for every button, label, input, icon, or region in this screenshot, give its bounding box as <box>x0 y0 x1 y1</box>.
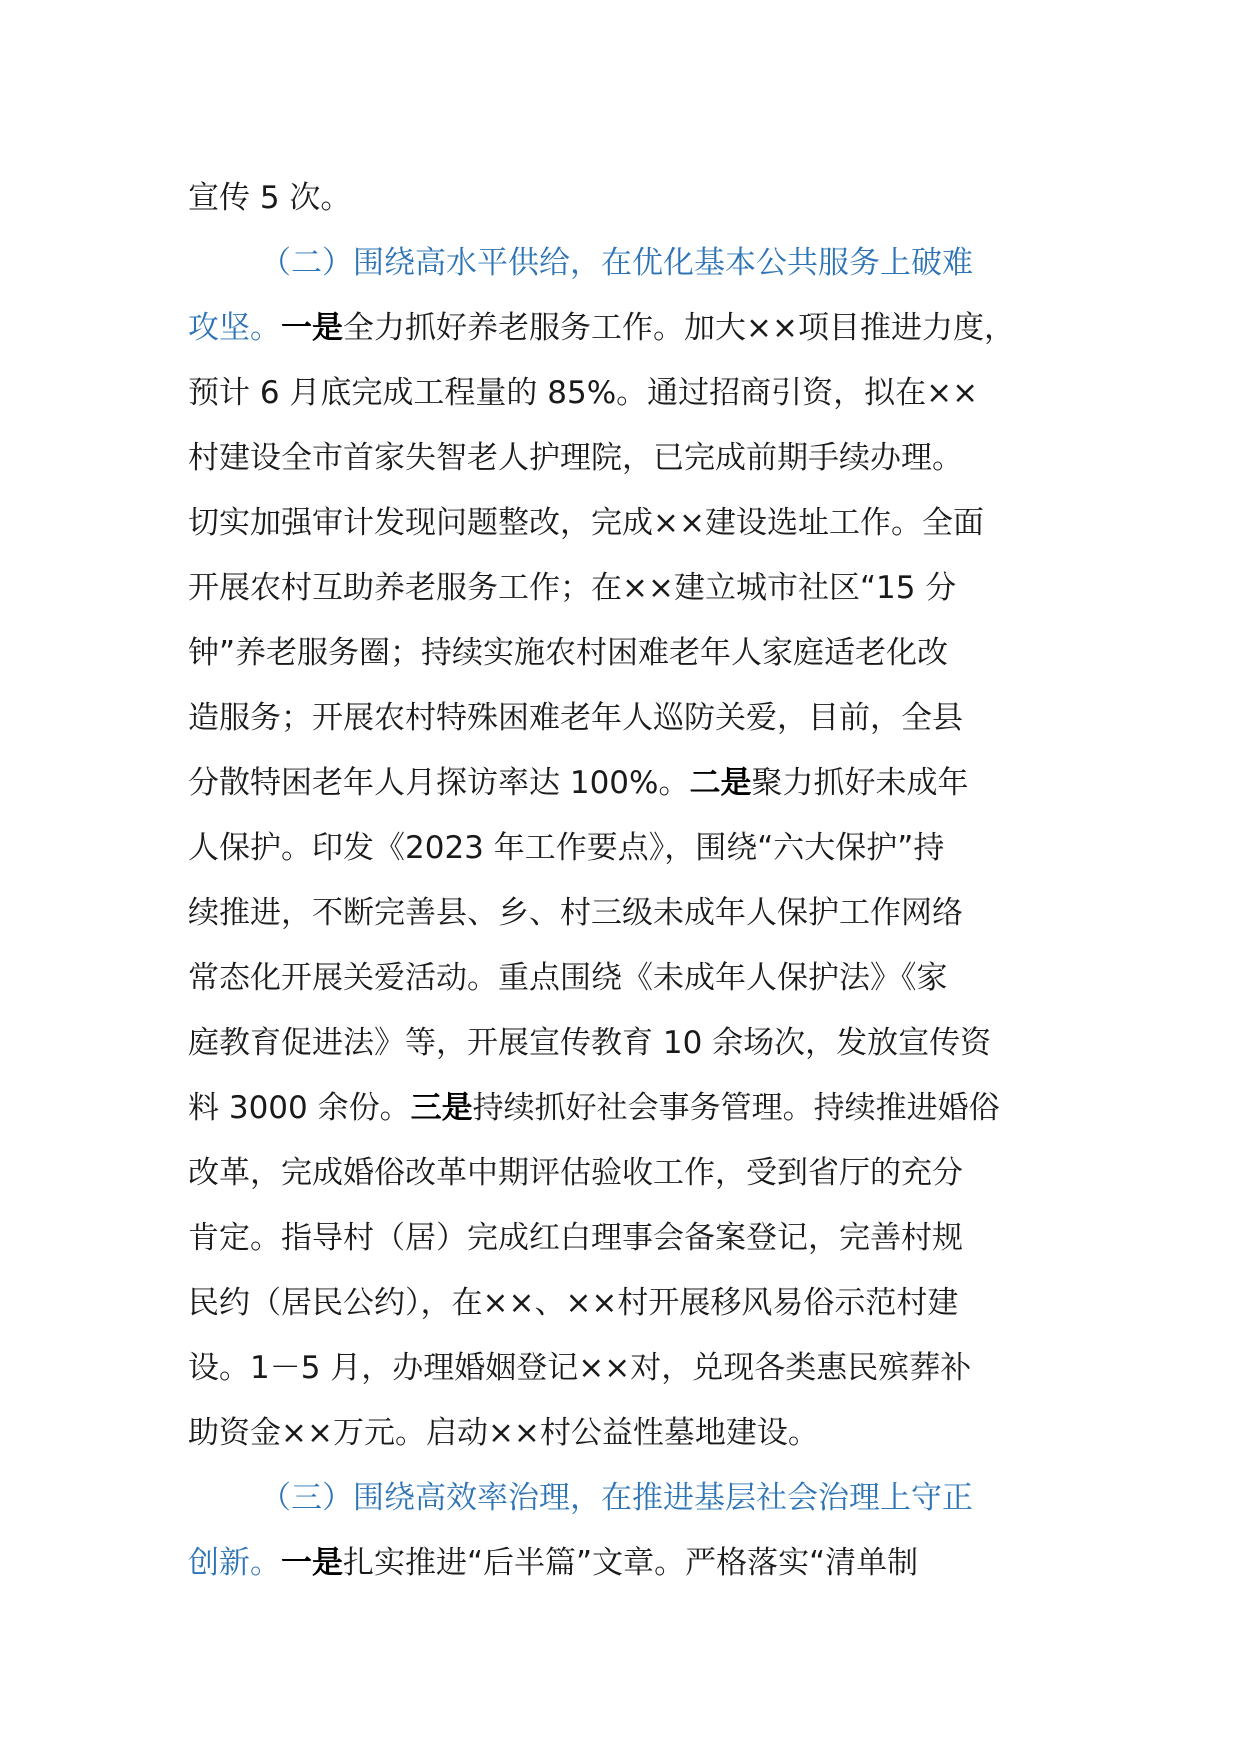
text-line-4 <box>188 361 1088 426</box>
text-line-5 <box>188 426 1088 491</box>
text-line-6 <box>188 491 1088 556</box>
bold-marker: 一是 <box>281 310 343 346</box>
text-line-20 <box>188 1401 1088 1466</box>
text-line-3 <box>188 296 1088 361</box>
heading-text: （三）围绕高效率治理，在推进基层社会治理上守正 <box>260 1480 973 1516</box>
text-run: 改革，完成婚俗改革中期评估验收工作，受到省厅的充分 <box>188 1155 963 1191</box>
text-line-9 <box>188 686 1088 751</box>
text-line-13 <box>188 946 1088 1011</box>
text-run: 开展农村互助养老服务工作；在××建立城市社区“15 分 <box>188 570 957 606</box>
text-run: 全力抓好养老服务工作。加大××项目推进力度， <box>343 310 1015 346</box>
text-line-18 <box>188 1271 1088 1336</box>
text-run: 人保护。印发《2023 年工作要点》，围绕“六大保护”持 <box>188 830 945 866</box>
text-run: 民约（居民公约），在××、××村开展移风易俗示范村建 <box>188 1285 959 1321</box>
text-run: 聚力抓好未成年 <box>751 765 969 801</box>
heading-text: 创新。 <box>188 1545 281 1581</box>
text-line-17 <box>188 1206 1088 1271</box>
text-line-1 <box>188 166 1088 231</box>
bold-marker: 三是 <box>410 1090 473 1126</box>
text-run: 肯定。指导村（居）完成红白理事会备案登记，完善村规 <box>188 1220 963 1256</box>
text-line-22 <box>188 1531 1088 1596</box>
bold-marker: 一是 <box>281 1545 343 1581</box>
heading-text: 攻坚。 <box>188 310 281 346</box>
text-run: 村建设全市首家失智老人护理院，已完成前期手续办理。 <box>188 440 963 476</box>
text-run: 续推进，不断完善县、乡、村三级未成年人保护工作网络 <box>188 895 963 931</box>
text-line-19 <box>188 1336 1088 1401</box>
text-line-10 <box>188 751 1088 816</box>
text-line-15 <box>188 1076 1088 1141</box>
text-line-8 <box>188 621 1088 686</box>
text-run: 料 3000 余份。 <box>188 1090 411 1126</box>
text-line-11 <box>188 816 1088 881</box>
text-line-16 <box>188 1141 1088 1206</box>
text-run: 造服务；开展农村特殊困难老年人巡防关爱，目前，全县 <box>188 700 963 736</box>
text-run: 预计 6 月底完成工程量的 85%。通过招商引资，拟在×× <box>188 375 979 411</box>
text-run: 设。1－5 月，办理婚姻登记××对，兑现各类惠民殡葬补 <box>188 1350 972 1386</box>
text-run: 常态化开展关爱活动。重点围绕《未成年人保护法》《家 <box>188 960 948 996</box>
text-run: 持续抓好社会事务管理。持续推进婚俗 <box>472 1090 1000 1126</box>
text-run: 扎实推进“后半篇”文章。严格落实“清单制 <box>343 1545 919 1581</box>
bold-marker: 二是 <box>689 765 752 801</box>
section-heading-2 <box>188 231 1088 296</box>
text-run: 宣传 5 次。 <box>188 180 352 216</box>
text-line-7 <box>188 556 1088 621</box>
text-line-14 <box>188 1011 1088 1076</box>
text-line-12 <box>188 881 1088 946</box>
text-run: 切实加强审计发现问题整改，完成××建设选址工作。全面 <box>188 505 984 541</box>
text-run: 钟”养老服务圈；持续实施农村困难老年人家庭适老化改 <box>188 635 949 671</box>
text-run: 助资金××万元。启动××村公益性墓地建设。 <box>188 1415 819 1451</box>
section-heading-3 <box>188 1466 1088 1531</box>
document-body <box>188 166 1088 1596</box>
text-run: 庭教育促进法》等，开展宣传教育 10 余场次，发放宣传资 <box>188 1025 992 1061</box>
heading-text: （二）围绕高水平供给，在优化基本公共服务上破难 <box>260 245 973 281</box>
text-run: 分散特困老年人月探访率达 100%。 <box>188 765 690 801</box>
